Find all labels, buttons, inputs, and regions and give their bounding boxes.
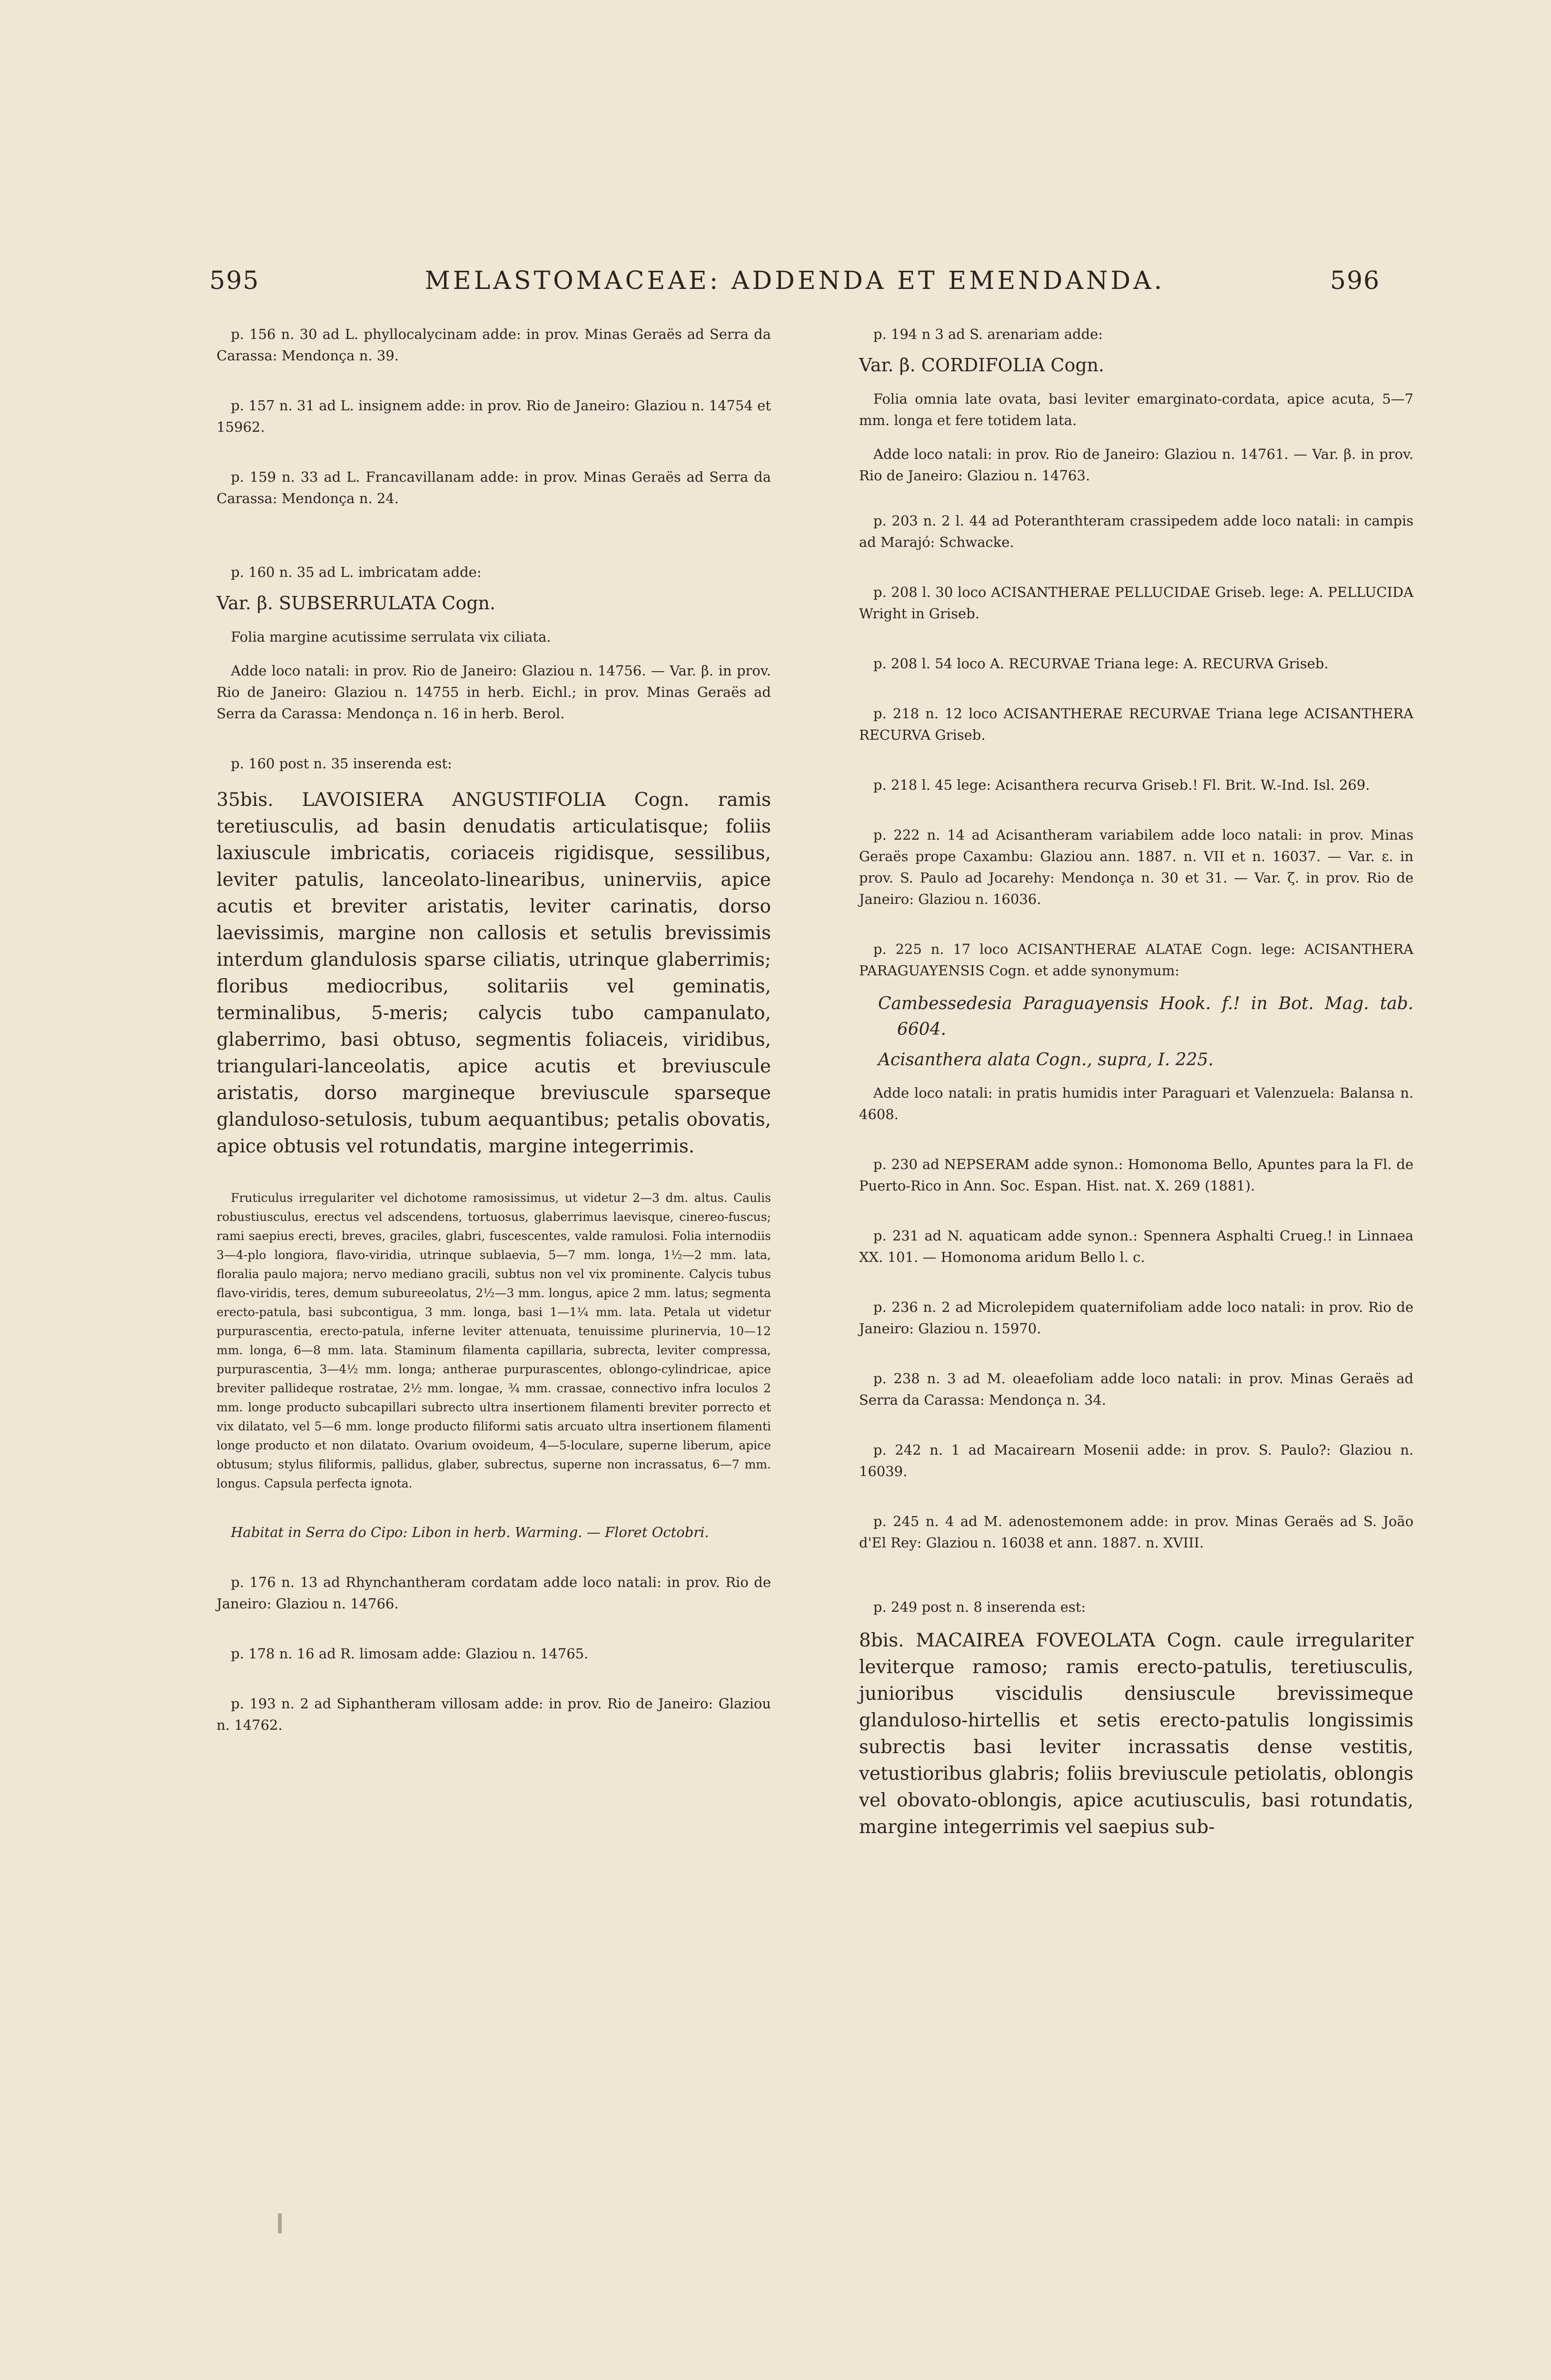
synonym: Cambessedesia Paraguayensis Hook. f.! in Bot. Mag. tab. 6604. [878,994,1413,1039]
running-head: MELASTOMACEAE: ADDENDA ET EMENDANDA. [425,267,1165,295]
synonym: Acisanthera alata Cogn., supra, I. 225. [878,1050,1214,1070]
habitat-note: Habitat in Serra do Cipo: Libon in herb. Warming. — Floret Octobri. [231,1524,709,1540]
entry-p218a: p. 218 n. 12 loco ACISANTHERAE RECURVAE Triana lege ACISANTHERA RECURVA Griseb. [859,705,1413,743]
left-column [217,324,771,1765]
entry-p218b: p. 218 l. 45 lege: Acisanthera recurva Griseb.! Fl. Brit. W.-Ind. Isl. 269. [873,777,1370,793]
entry-p208b: p. 208 l. 54 loco A. RECURVAE Triana lege: A. RECURVA Griseb. [873,655,1329,672]
entry-p249-insert: p. 249 post n. 8 inserenda est: [873,1599,1086,1615]
entry-p156: p. 156 n. 30 ad L. phyllocalycinam adde: in prov. Minas Geraës ad Serra da Carassa: Mendonça n. 39. [217,326,771,364]
entry-p225: p. 225 n. 17 loco ACISANTHERAE ALATAE Cogn. lege: ACISANTHERA PARAGUAYENSIS Cogn. et adde synonymum: Cambessedesia Paraguayensis Hook. f.! in Bot. Mag. tab. 6604. Acisanthera alata Cogn., supra, I. 225. Adde loco natali: in pratis humidis inter Paraguari et Valenzuela: Balansa n. 4608. [859,939,1413,1125]
entry-p230: p. 230 ad NEPSERAM adde synon.: Homonoma Bello, Apuntes para la Fl. de Puerto-Rico in Ann. Soc. Espan. Hist. nat. X. 269 (1881). [859,1156,1413,1194]
entry-p242: p. 242 n. 1 ad Macairearn Mosenii adde: in prov. S. Paulo?: Glaziou n. 16039. [859,1442,1413,1479]
locality-note: Adde loco natali: in prov. Rio de Janeiro: Glaziou n. 14761. — Var. β. in prov. Rio de Janeiro: Glaziou n. 14763. [859,446,1413,484]
species-diagnosis: 8bis. MACAIREA FOVEOLATA Cogn. caule irregulariter leviterque ramoso; ramis erecto-patulis, teretiusculis, junioribus viscidulis densiuscule brevissimeque glanduloso-hirtellis et setis erecto-patulis longissimis subrectis basi leviter incrassatis dense vestitis, vetustioribus glabris; foliis breviuscule petiolatis, oblongis vel obovato-oblongis, apice acutiusculis, basi rotundatis, margine integerrimis vel saepius sub- [859,1630,1413,1838]
margin-mark [278,2213,282,2233]
right-column [859,324,1413,1869]
entry-p193: p. 193 n. 2 ad Siphantheram villosam adde: in prov. Rio de Janeiro: Glaziou n. 14762. [217,1696,771,1733]
variety-description: Folia omnia late ovata, basi leviter emarginato-cordata, apice acuta, 5—7 mm. longa et fere totidem lata. [859,391,1413,428]
entry-p194: p. 194 n 3 ad S. arenariam adde: Var. β. CORDIFOLIA Cogn. Folia omnia late ovata, basi leviter emarginato-cordata, apice acuta, 5—7 mm. longa et fere totidem lata. Adde loco natali: in prov. Rio de Janeiro: Glaziou n. 14761. — Var. β. in prov. Rio de Janeiro: Glaziou n. 14763. [859,324,1413,486]
page-header [209,267,1380,309]
entry-p203: p. 203 n. 2 l. 44 ad Poteranthteram crassipedem adde loco natali: in campis ad Marajó: Schwacke. [859,513,1413,550]
entry-p208a: p. 208 l. 30 loco ACISANTHERAE PELLUCIDAE Griseb. lege: A. PELLUCIDA Wright in Griseb. [859,584,1413,622]
entry-p176: p. 176 n. 13 ad Rhynchantheram cordatam adde loco natali: in prov. Rio de Janeiro: Glaziou n. 14766. [217,1574,771,1612]
species-diagnosis: 35bis. LAVOISIERA ANGUSTIFOLIA Cogn. ramis teretiusculis, ad basin denudatis articulatisque; foliis laxiuscule imbricatis, coriaceis rigidisque, sessilibus, leviter patulis, lanceolato-linearibus, uninerviis, apice acutis et breviter aristatis, leviter carinatis, dorso laevissimis, margine non callosis et setulis brevissimis interdum glandulosis sparse ciliatis, utrinque glaberrimis; floribus mediocribus, solitariis vel geminatis, terminalibus, 5-meris; calycis tubo campanulato, glaberrimo, basi obtuso, segmentis foliaceis, viridibus, triangulari-lanceolatis, apice acutis et breviuscule aristatis, dorso margineque breviuscule sparseque glanduloso-setulosis, tubum aequantibus; petalis obovatis, apice obtusis vel rotundatis, margine integerrimis. [217,789,771,1157]
species-description: Fruticulus irregulariter vel dichotome ramosissimus, ut videtur 2—3 dm. altus. Caulis robustiusculus, erectus vel adscendens, tortuosus, glaberrimus laevisque, cinereo-fuscus; rami saepius erecti, breves, graciles, glabri, fuscescentes, valde ramulosi. Folia internodiis 3—4-plo longiora, flavo-viridia, utrinque sublaevia, 5—7 mm. longa, 1½—2 mm. lata, floralia paulo majora; nervo mediano gracili, subtus non vel vix prominente. Calycis tubus flavo-viridis, teres, demum subureeolatus, 2½—3 mm. longus, apice 2 mm. latus; segmenta erecto-patula, basi subcontigua, 3 mm. longa, basi 1—1¼ mm. lata. Petala ut videtur purpurascentia, erecto-patula, inferne leviter attenuata, tenuissime plurinervia, 10—12 mm. longa, 6—8 mm. lata. Staminum filamenta capillaria, subrecta, leviter compressa, purpurascentia, 3—4½ mm. longa; antherae purpurascentes, oblongo-cylindricae, apice breviter pallideque rostratae, 2½ mm. longae, ¾ mm. crassae, connectivo infra loculos 2 mm. longe producto subcapillari subrecto ultra insertionem filamenti breviter porrecto et vix dilatato, vel 5—6 mm. longe producto filiformi satis arcuato ultra insertionem filamenti longe producto et non dilatato. Ovarium ovoideum, 4—5-loculare, superne liberum, apice obtusum; stylus filiformis, pallidus, glaber, subrectus, superne non incrassatus, 6—7 mm. longus. Capsula perfecta ignota. [217,1191,771,1490]
page-number-right: 596 [1330,267,1380,295]
locality-note: Adde loco natali: in pratis humidis inter Paraguari et Valenzuela: Balansa n. 4608. [859,1085,1413,1122]
entry-p245: p. 245 n. 4 ad M. adenostemonem adde: in prov. Minas Geraës ad S. João d'El Rey: Glaziou n. 16038 et ann. 1887. n. XVIII. [859,1513,1413,1551]
entry-p157: p. 157 n. 31 ad L. insignem adde: in prov. Rio de Janeiro: Glaziou n. 14754 et 15962. [217,397,771,435]
variety-heading: Var. β. CORDIFOLIA Cogn. [859,355,1105,376]
entry-p159: p. 159 n. 33 ad L. Francavillanam adde: in prov. Minas Geraës ad Serra da Carassa: Mendonça n. 24. [217,469,771,506]
variety-heading: Var. β. SUBSERRULATA Cogn. [217,593,496,614]
entry-p236: p. 236 n. 2 ad Microlepidem quaternifoliam adde loco natali: in prov. Rio de Janeiro: Glaziou n. 15970. [859,1299,1413,1337]
entry-p238: p. 238 n. 3 ad M. oleaefoliam adde loco natali: in prov. Minas Geraës ad Serra da Carassa: Mendonça n. 34. [859,1370,1413,1408]
page-number-left: 595 [209,267,260,295]
entry-p160: p. 160 n. 35 ad L. imbricatam adde: Var. β. SUBSERRULATA Cogn. Folia margine acutissime serrulata vix ciliata. Adde loco natali: in prov. Rio de Janeiro: Glaziou n. 14756. — Var. β. in prov. Rio de Janeiro: Glaziou n. 14755 in herb. Eichl.; in prov. Minas Geraës ad Serra da Carassa: Mendonça n. 16 in herb. Berol. [217,562,771,724]
entry-p160-insert: p. 160 post n. 35 inserenda est: [231,755,452,772]
locality-note: Adde loco natali: in prov. Rio de Janeiro: Glaziou n. 14756. — Var. β. in prov. Rio de Janeiro: Glaziou n. 14755 in herb. Eichl.; in prov. Minas Geraës ad Serra da Carassa: Mendonça n. 16 in herb. Berol. [217,663,771,722]
entry-p222: p. 222 n. 14 ad Acisantheram variabilem adde loco natali: in prov. Minas Geraës prope Caxambu: Glaziou ann. 1887. n. VII et n. 16037. — Var. ε. in prov. S. Paulo ad Jocarehy: Mendonça n. 30 et 31. — Var. ζ. in prov. Rio de Janeiro: Glaziou n. 16036. [859,827,1413,907]
variety-description: Folia margine acutissime serrulata vix ciliata. [231,629,551,645]
entry-p178: p. 178 n. 16 ad R. limosam adde: Glaziou n. 14765. [231,1646,589,1662]
entry-p231: p. 231 ad N. aquaticam adde synon.: Spennera Asphalti Crueg.! in Linnaea XX. 101. — Homonoma aridum Bello l. c. [859,1228,1413,1265]
